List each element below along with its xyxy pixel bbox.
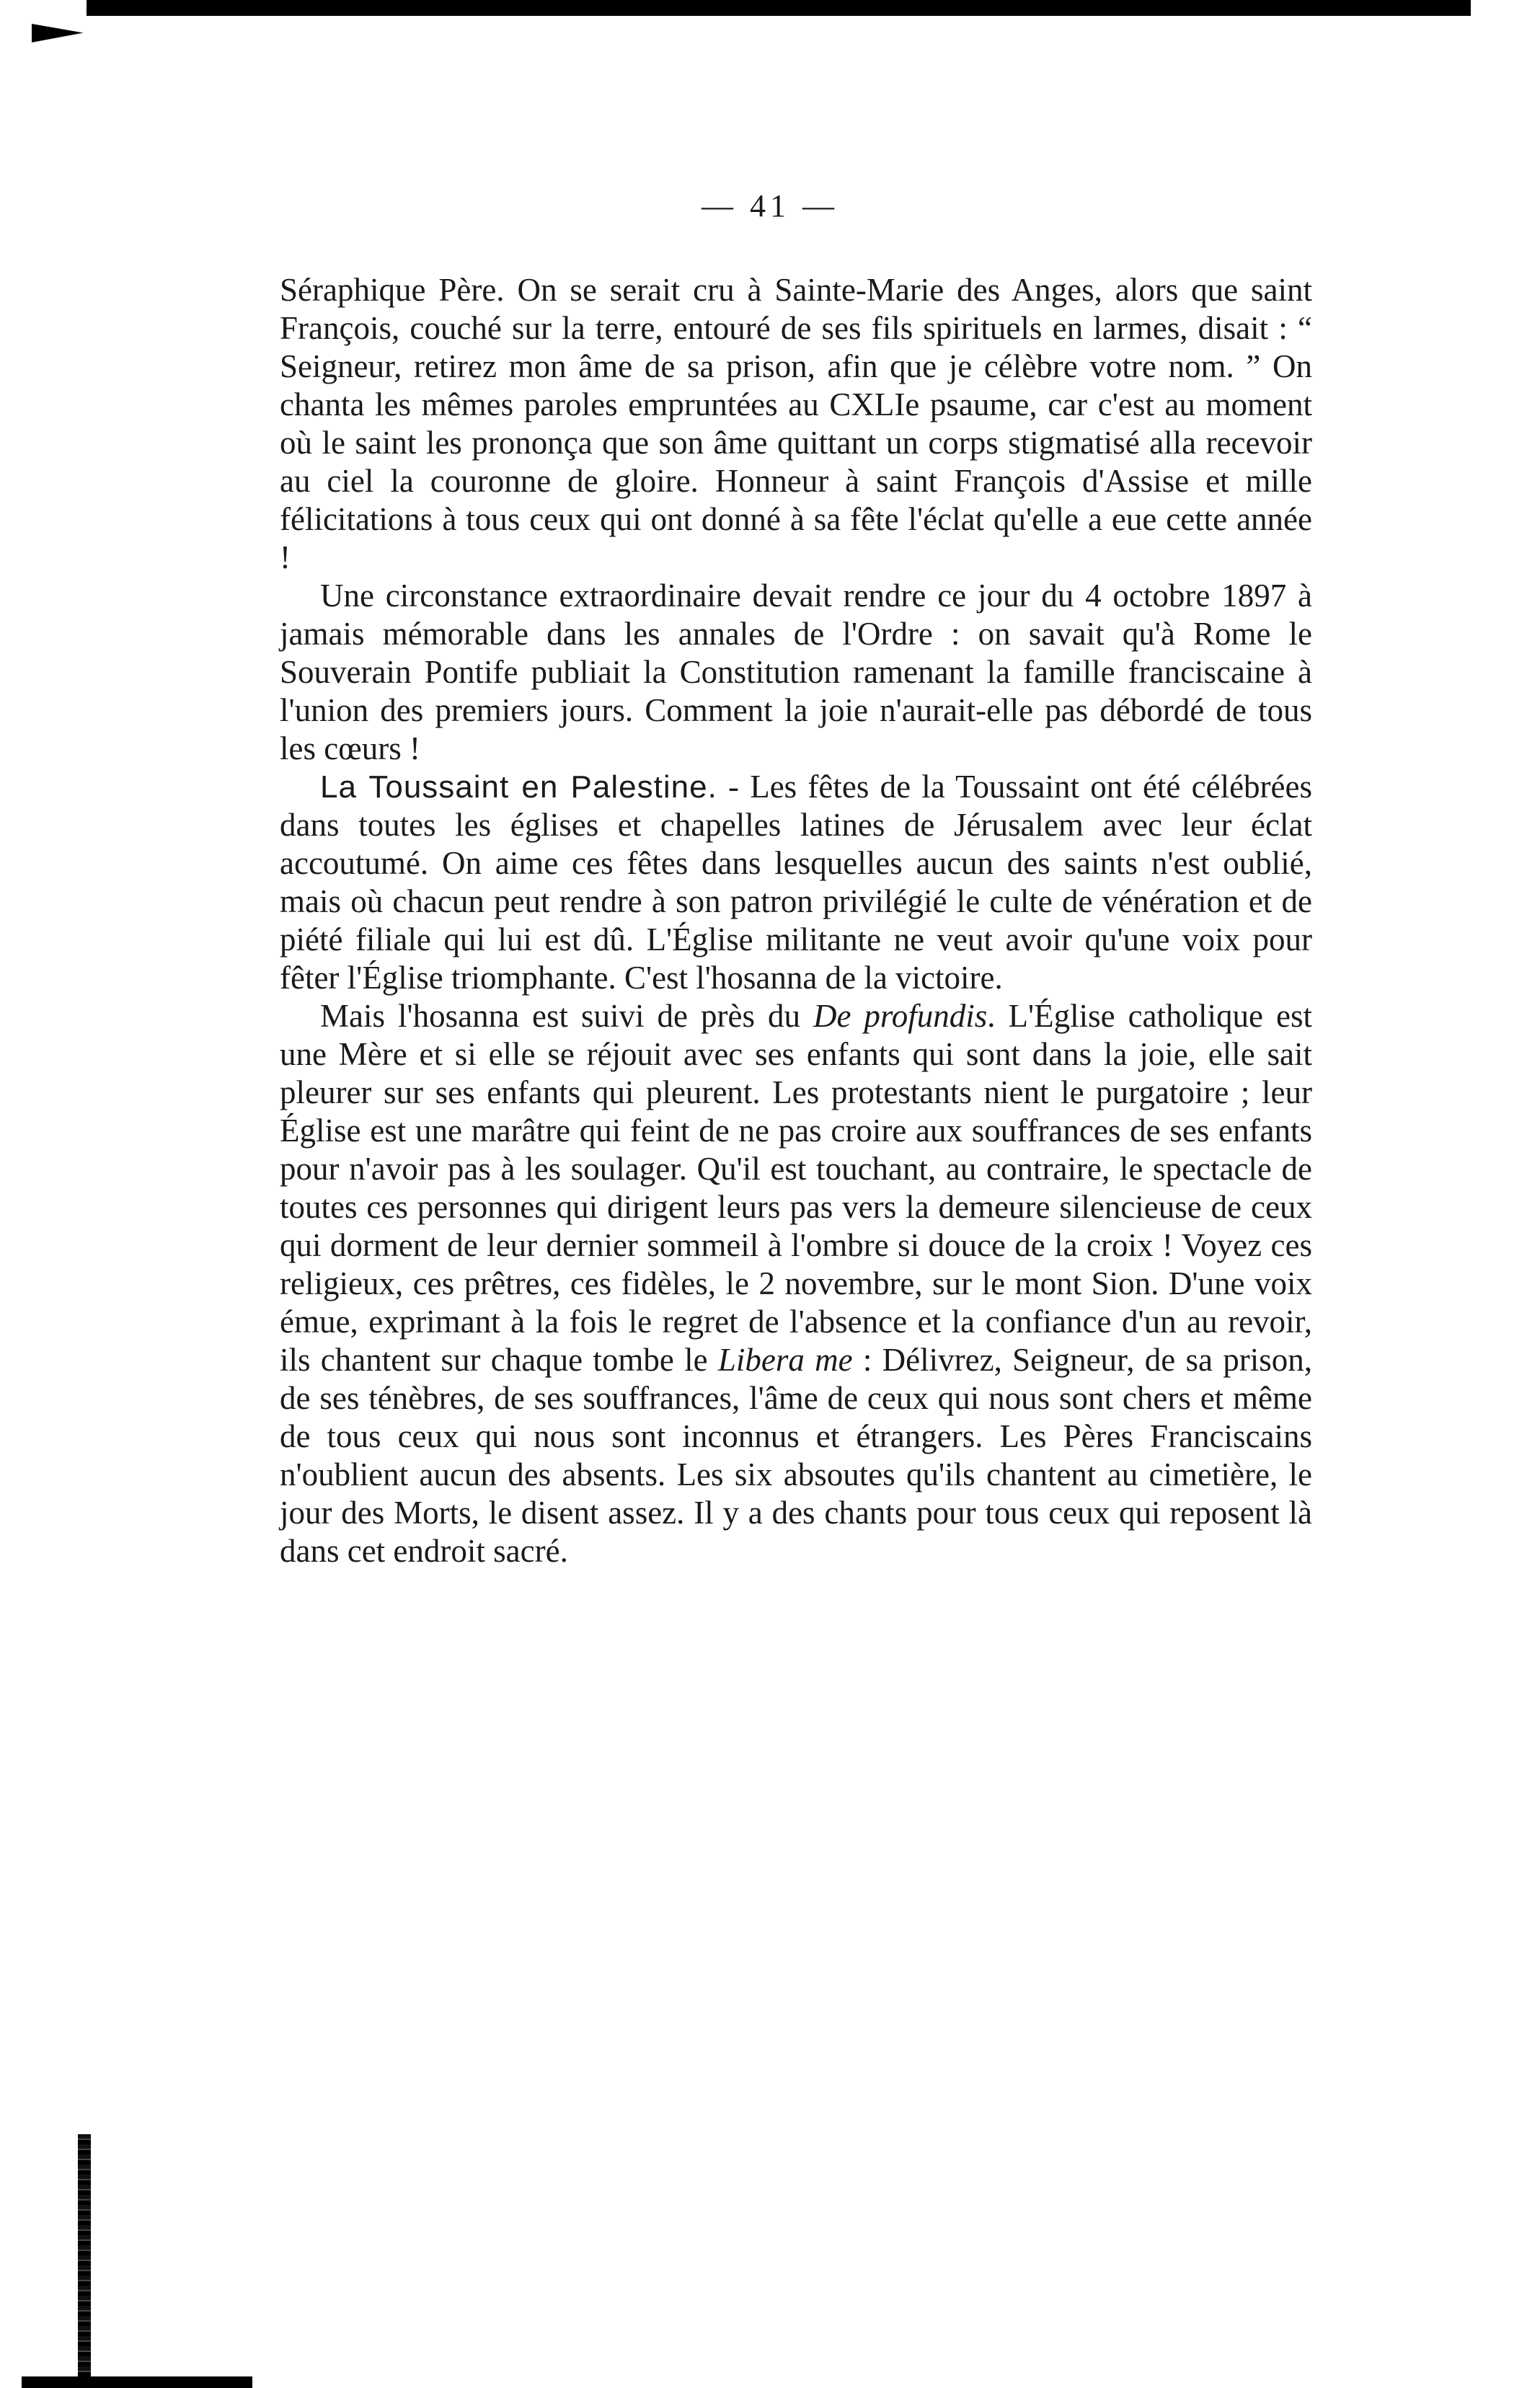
- paragraph-4: [280, 997, 1312, 1570]
- paragraph-4-text-c: : Délivrez, Seigneur, de sa prison, de ses ténèbres, de ses souffrances, l'âme de ceux qui nous sont chers et même de tous ceux qui nous sont inconnus et étrangers. Les Pères Franciscains n'oublient aucun des absents. Les six absoutes qu'ils chantent au cimetière, le jour des Morts, le disent assez. Il y a des chants pour tous ceux qui reposent là dans cet endroit sacré.: [280, 1342, 1312, 1569]
- paragraph-2: Une circonstance extraordinaire devait rendre ce jour du 4 octobre 1897 à jamais mémorable dans les annales de l'Ordre : on savait qu'à Rome le Souverain Pontife publiait la Constitution ramenant la famille franciscaine à l'union des premiers jours. Comment la joie n'aurait-elle pas débordé de tous les cœurs !: [280, 578, 1312, 766]
- bottom-edge-rule: [22, 2376, 252, 2388]
- binding-edge: [78, 2134, 91, 2388]
- paragraph-4-text-b: . L'Église catholique est une Mère et si elle se réjouit avec ses enfants qui sont dans la joie, elle sait pleurer sur ses enfants qui pleurent. Les protestants nient le purgatoire ; leur Église est une marâtre qui feint de ne pas croire aux souffrances de ses enfants pour n'avoir pas à les soulager. Qu'il est touchant, au contraire, le spectacle de toutes ces personnes qui dirigent leurs pas vers la demeure silencieuse de ceux qui dorment de leur dernier sommeil à l'ombre si douce de la croix ! Voyez ces religieux, ces prêtres, ces fidèles, le 2 novembre, sur le mont Sion. D'une voix émue, exprimant à la fois le regret de l'absence et la confiance d'un au revoir, ils chantent sur chaque tombe le: [280, 998, 1312, 1378]
- paragraph-1: Séraphique Père. On se serait cru à Sainte-Marie des Anges, alors que saint François, couché sur la terre, entouré de ses fils spirituels en larmes, disait : “ Seigneur, retirez mon âme de sa prison, afin que je célèbre votre nom. ” On chanta les mêmes paroles empruntées au CXLIe psaume, car c'est au moment où le saint les prononça que son âme quittant un corps stigmatisé alla recevoir au ciel la couronne de gloire. Honneur à saint François d'Assise et mille félicitations à tous ceux qui ont donné à sa fête l'éclat qu'elle a eue cette année !: [280, 272, 1312, 575]
- paragraph-3: [280, 768, 1312, 997]
- page-body: [280, 271, 1312, 1570]
- section-heading: La Toussaint en Palestine.: [320, 769, 717, 805]
- page-number: — 41 —: [702, 188, 838, 224]
- latin-de-profundis: De profundis: [813, 998, 988, 1034]
- paragraph-3-text: - Les fêtes de la Toussaint ont été célébrées dans toutes les églises et chapelles latines de Jérusalem avec leur éclat accoutumé. On aime ces fêtes dans lesquelles aucun des saints n'est oublié, mais où chacun peut rendre à son patron privilégié le culte de vénération et de piété filiale qui lui est dû. L'Église militante ne veut avoir qu'une voix pour fêter l'Église triomphante. C'est l'hosanna de la victoire.: [280, 769, 1312, 996]
- paragraph-4-text-a: Mais l'hosanna est suivi de près du: [320, 998, 813, 1034]
- top-edge-rule: [87, 0, 1471, 16]
- scan-corner-mark: [32, 24, 89, 66]
- latin-libera-me: Libera me: [717, 1342, 853, 1378]
